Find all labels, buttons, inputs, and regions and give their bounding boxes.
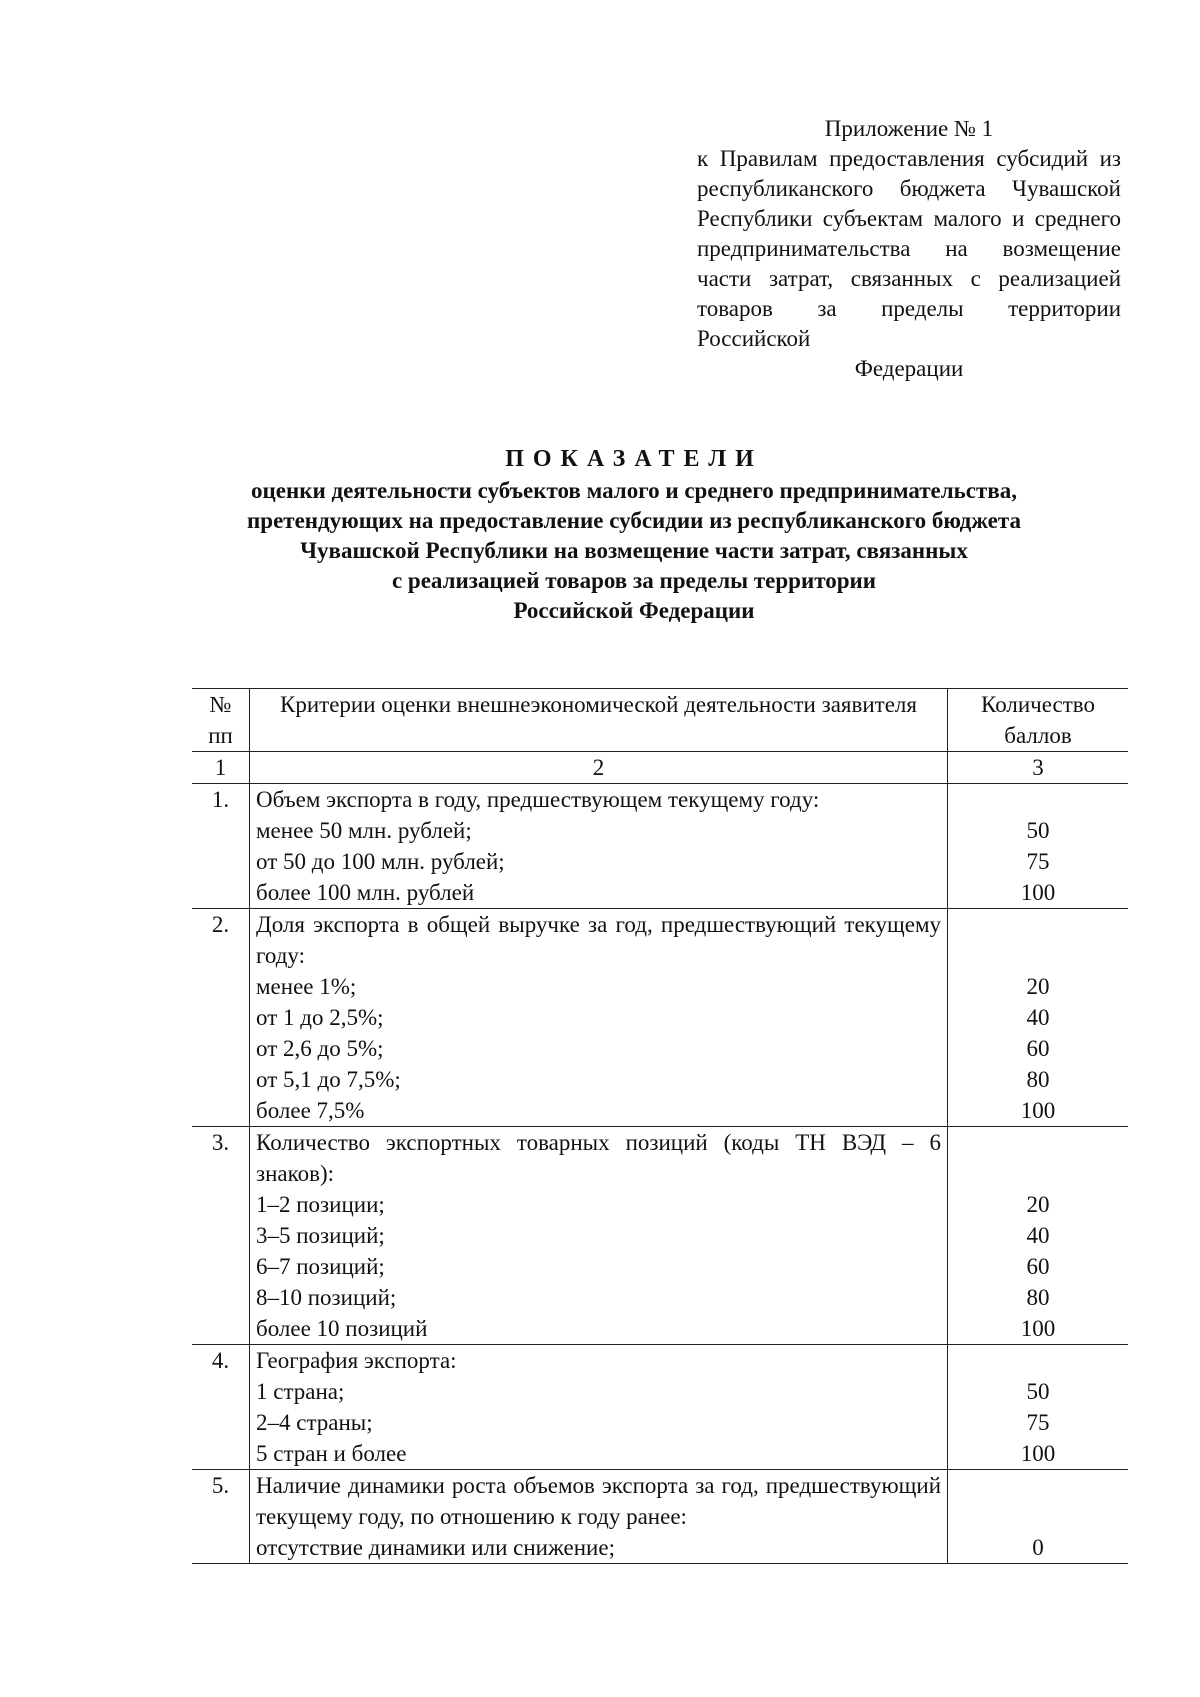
option-points: 40 <box>1026 1005 1050 1030</box>
heading-subtitle-line: претендующих на предоставление субсидии из республиканского бюджета <box>247 508 1021 533</box>
option-label: 6–7 позиций; <box>256 1254 385 1279</box>
points-spacer <box>954 1345 1122 1376</box>
row-number: 4. <box>192 1345 250 1470</box>
option-points: 80 <box>1026 1067 1050 1092</box>
option-points: 20 <box>1026 974 1050 999</box>
header-points: Количество баллов <box>948 689 1129 752</box>
row-number: 1. <box>192 784 250 909</box>
criterion-cell <box>250 784 948 909</box>
option-label: от 1 до 2,5%; <box>256 1005 384 1030</box>
criterion-cell <box>250 909 948 1127</box>
option-points: 80 <box>1026 1285 1050 1310</box>
option-label: 1 страна; <box>256 1379 345 1404</box>
option-points: 100 <box>1020 880 1056 905</box>
document-heading <box>150 444 1118 626</box>
points-spacer <box>954 1470 1122 1501</box>
appendix-title: Приложение № 1 <box>824 116 994 141</box>
table-header-row <box>192 689 1128 752</box>
column-number: 3 <box>948 752 1129 784</box>
option-label: отсутствие динамики или снижение; <box>256 1535 615 1560</box>
column-number: 1 <box>192 752 250 784</box>
option-label: более 10 позиций <box>256 1316 428 1341</box>
table-row <box>192 909 1128 1127</box>
option-label: 3–5 позиций; <box>256 1223 385 1248</box>
option-label: менее 1%; <box>256 974 357 999</box>
option-points: 0 <box>1032 1535 1044 1560</box>
criterion-text: Объем экспорта в году, предшествующем текущему году: <box>256 787 820 812</box>
option-label: более 7,5% <box>256 1098 365 1123</box>
option-label: 1–2 позиции; <box>256 1192 385 1217</box>
option-points: 75 <box>1026 1410 1050 1435</box>
column-number: 2 <box>250 752 948 784</box>
criterion-text: Количество экспортных товарных позиций (коды ТН ВЭД – 6 знаков): <box>256 1130 941 1186</box>
appendix-last-line: Федерации <box>854 356 964 381</box>
criteria-table <box>192 688 1128 1564</box>
option-points: 75 <box>1026 849 1050 874</box>
heading-title: ПОКАЗАТЕЛИ <box>505 446 763 472</box>
points-cell <box>948 1127 1129 1345</box>
heading-subtitle-line: оценки деятельности субъектов малого и среднего предпринимательства, <box>251 478 1017 503</box>
option-points: 50 <box>1026 1379 1050 1404</box>
column-number-row <box>192 752 1128 784</box>
table-row <box>192 1127 1128 1345</box>
header-num: № пп <box>192 689 250 752</box>
table-row <box>192 1470 1128 1564</box>
points-spacer <box>954 784 1122 815</box>
option-points: 20 <box>1026 1192 1050 1217</box>
row-number: 3. <box>192 1127 250 1345</box>
heading-subtitle-line: Чувашской Республики на возмещение части затрат, связанных <box>300 538 968 563</box>
criterion-cell <box>250 1470 948 1564</box>
option-label: более 100 млн. рублей <box>256 880 475 905</box>
option-points: 60 <box>1026 1036 1050 1061</box>
heading-subtitle-line: с реализацией товаров за пределы территории <box>391 568 877 593</box>
row-number: 5. <box>192 1470 250 1564</box>
points-cell <box>948 1345 1129 1470</box>
option-label: от 5,1 до 7,5%; <box>256 1067 401 1092</box>
option-label: от 2,6 до 5%; <box>256 1036 384 1061</box>
points-cell <box>948 909 1129 1127</box>
points-spacer <box>954 940 1122 971</box>
points-cell <box>948 1470 1129 1564</box>
option-points: 60 <box>1026 1254 1050 1279</box>
points-spacer <box>954 909 1122 940</box>
option-points: 100 <box>1020 1441 1056 1466</box>
row-number: 2. <box>192 909 250 1127</box>
criterion-cell <box>250 1345 948 1470</box>
option-points: 100 <box>1020 1316 1056 1341</box>
option-points: 40 <box>1026 1223 1050 1248</box>
points-spacer <box>954 1501 1122 1532</box>
option-label: от 50 до 100 млн. рублей; <box>256 849 505 874</box>
appendix-text: к Правилам предоставления субсидий из республиканского бюджета Чувашской Республики субъектам малого и среднего предпринимательства на возмещение части затрат, связанных с реализацией товаров за пределы территории Российской <box>697 146 1121 351</box>
points-spacer <box>954 1127 1122 1158</box>
points-cell <box>948 784 1129 909</box>
points-spacer <box>954 1158 1122 1189</box>
option-label: менее 50 млн. рублей; <box>256 818 472 843</box>
option-points: 50 <box>1026 818 1050 843</box>
criterion-text: Наличие динамики роста объемов экспорта за год, предшествующий текущему году, по отношению к году ранее: <box>256 1473 941 1529</box>
header-criteria: Критерии оценки внешнеэкономической деятельности заявителя <box>250 689 948 752</box>
criteria-body <box>192 784 1128 1564</box>
appendix-block <box>697 114 1121 384</box>
table-row <box>192 784 1128 909</box>
criterion-text: География экспорта: <box>256 1348 457 1373</box>
criterion-cell <box>250 1127 948 1345</box>
option-label: 2–4 страны; <box>256 1410 373 1435</box>
option-label: 5 стран и более <box>256 1441 407 1466</box>
heading-subtitle-line: Российской Федерации <box>513 598 755 623</box>
option-points: 100 <box>1020 1098 1056 1123</box>
table-row <box>192 1345 1128 1470</box>
option-label: 8–10 позиций; <box>256 1285 397 1310</box>
criterion-text: Доля экспорта в общей выручке за год, предшествующий текущему году: <box>256 912 941 968</box>
